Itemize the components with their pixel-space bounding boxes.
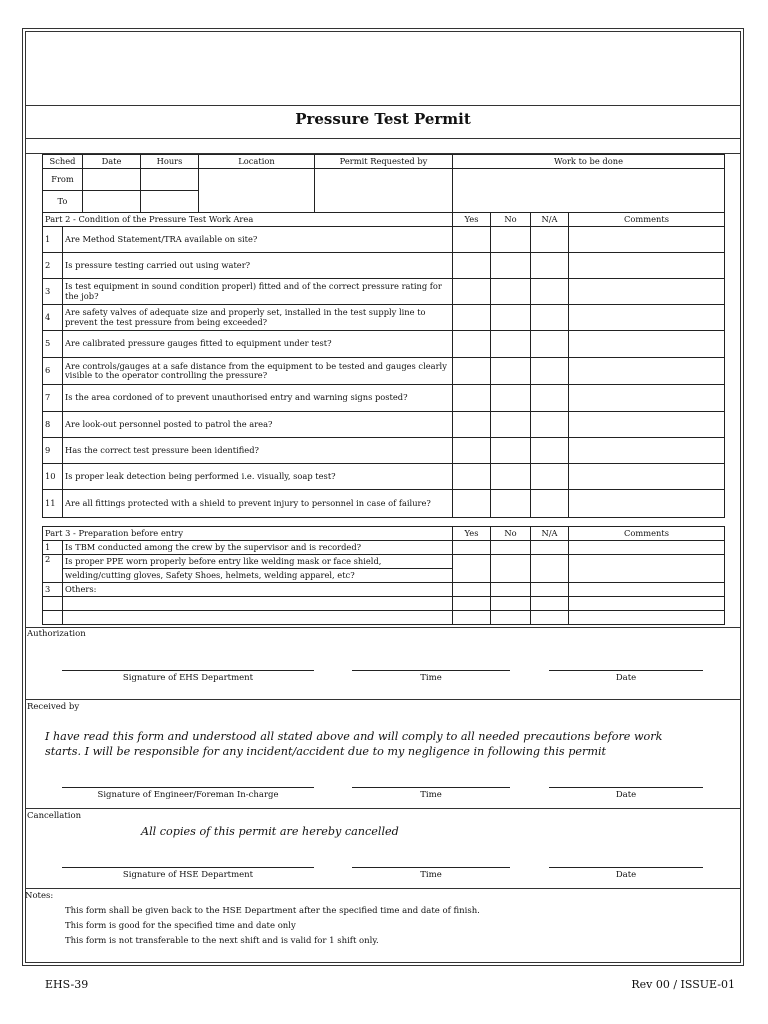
table-row xyxy=(43,358,725,385)
table-row xyxy=(43,331,725,358)
table-row xyxy=(43,253,725,279)
no-cell[interactable] xyxy=(491,438,531,464)
comments-cell[interactable] xyxy=(569,555,725,583)
table-row xyxy=(43,279,725,305)
from-hours-field[interactable] xyxy=(141,169,199,191)
divider xyxy=(25,888,741,889)
yes-cell[interactable] xyxy=(453,412,491,438)
date-caption: Date xyxy=(615,673,637,683)
divider xyxy=(25,105,741,106)
received-date-line[interactable] xyxy=(549,787,703,788)
revision-label: Rev 00 / ISSUE-01 xyxy=(631,978,735,991)
na-cell[interactable] xyxy=(531,583,569,597)
to-label: To xyxy=(43,191,83,213)
note-item: This form is not transferable to the next shift and is valid for 1 shift only. xyxy=(65,936,379,946)
no-cell[interactable] xyxy=(491,583,531,597)
location-header: Location xyxy=(199,155,315,169)
acknowledgement-text: I have read this form and understood all stated above and will comply to all needed precautions before work starts. I will be responsible for any incident/accident due to my negligence in following this permit xyxy=(45,730,663,758)
na-cell[interactable] xyxy=(531,227,569,253)
na-cell[interactable] xyxy=(531,541,569,555)
comments-cell[interactable] xyxy=(569,385,725,412)
no-cell[interactable] xyxy=(491,305,531,331)
authorization-label: Authorization xyxy=(27,629,86,639)
requested-by-field[interactable] xyxy=(315,169,453,213)
comments-cell[interactable] xyxy=(569,227,725,253)
yes-cell[interactable] xyxy=(453,358,491,385)
time-caption: Time xyxy=(420,673,442,683)
na-cell[interactable] xyxy=(531,412,569,438)
comments-header: Comments xyxy=(569,527,725,541)
table-row xyxy=(43,464,725,490)
comments-cell[interactable] xyxy=(569,358,725,385)
cancellation-date-line[interactable] xyxy=(549,867,703,868)
no-cell[interactable] xyxy=(491,358,531,385)
comments-cell[interactable] xyxy=(569,253,725,279)
na-cell[interactable] xyxy=(531,464,569,490)
item-number: 10 xyxy=(43,464,63,490)
item-text: welding/cutting gloves, Safety Shoes, helmets, welding apparel, etc? xyxy=(63,569,453,583)
na-cell[interactable] xyxy=(531,331,569,358)
table-row xyxy=(43,490,725,518)
table-row xyxy=(43,611,725,625)
no-cell[interactable] xyxy=(491,279,531,305)
yes-cell[interactable] xyxy=(453,555,491,583)
time-caption: Time xyxy=(420,790,442,800)
no-cell[interactable] xyxy=(491,412,531,438)
yes-header: Yes xyxy=(453,527,491,541)
yes-cell[interactable] xyxy=(453,253,491,279)
to-hours-field[interactable] xyxy=(141,191,199,213)
na-cell[interactable] xyxy=(531,305,569,331)
form-code: EHS-39 xyxy=(45,978,89,991)
no-cell[interactable] xyxy=(491,464,531,490)
engineer-signature-line[interactable] xyxy=(62,787,314,788)
item-text: Are safety valves of adequate size and properly set, installed in the test supply line to prevent the test pressure from being exceeded? xyxy=(63,305,453,331)
item-number: 1 xyxy=(43,541,63,555)
no-cell[interactable] xyxy=(491,227,531,253)
yes-cell[interactable] xyxy=(453,438,491,464)
part2-table xyxy=(42,212,725,518)
item-text: Is pressure testing carried out using water? xyxy=(63,253,453,279)
item-text: Are controls/gauges at a safe distance from the equipment to be tested and gauges clearly visible to the operator controlling the pressure? xyxy=(63,358,453,385)
item-text: Are all fittings protected with a shield to prevent injury to personnel in case of failure? xyxy=(63,490,453,518)
cancellation-label: Cancellation xyxy=(27,811,82,821)
to-date-field[interactable] xyxy=(83,191,141,213)
na-header: N/A xyxy=(531,527,569,541)
part3-table xyxy=(42,526,725,625)
na-cell[interactable] xyxy=(531,555,569,583)
na-header: N/A xyxy=(531,213,569,227)
na-cell[interactable] xyxy=(531,385,569,412)
engineer-signature-caption: Signature of Engineer/Foreman In-charge xyxy=(97,790,279,800)
na-cell[interactable] xyxy=(531,490,569,518)
yes-cell[interactable] xyxy=(453,227,491,253)
work-field[interactable] xyxy=(453,169,725,213)
item-number: 4 xyxy=(43,305,63,331)
divider xyxy=(25,138,741,139)
no-header: No xyxy=(491,527,531,541)
na-cell[interactable] xyxy=(531,358,569,385)
note-item: This form shall be given back to the HSE Department after the specified time and date of finish. xyxy=(65,906,480,916)
no-cell[interactable] xyxy=(491,490,531,518)
item-text: Is proper PPE worn properly before entry like welding mask or face shield, xyxy=(63,555,453,569)
notes-label: Notes: xyxy=(25,891,54,901)
table-row xyxy=(43,385,725,412)
ehs-signature-caption: Signature of EHS Department xyxy=(122,673,254,683)
item-text: Are calibrated pressure gauges fitted to equipment under test? xyxy=(63,331,453,358)
from-date-field[interactable] xyxy=(83,169,141,191)
na-cell[interactable] xyxy=(531,253,569,279)
authorization-time-line[interactable] xyxy=(352,670,510,671)
no-cell[interactable] xyxy=(491,385,531,412)
divider xyxy=(25,808,741,809)
item-number: 5 xyxy=(43,331,63,358)
authorization-date-line[interactable] xyxy=(549,670,703,671)
item-text: Are look-out personnel posted to patrol the area? xyxy=(63,412,453,438)
comments-cell[interactable] xyxy=(569,331,725,358)
table-row xyxy=(43,583,725,597)
hse-signature-line[interactable] xyxy=(62,867,314,868)
comments-cell[interactable] xyxy=(569,412,725,438)
yes-cell[interactable] xyxy=(453,541,491,555)
yes-cell[interactable] xyxy=(453,279,491,305)
na-cell[interactable] xyxy=(531,438,569,464)
no-cell[interactable] xyxy=(491,331,531,358)
item-number: 3 xyxy=(43,583,63,597)
item-text: Is the area cordoned of to prevent unauthorised entry and warning signs posted? xyxy=(63,385,453,412)
table-row xyxy=(43,555,725,569)
comments-cell[interactable] xyxy=(569,583,725,597)
comments-cell[interactable] xyxy=(569,438,725,464)
divider xyxy=(25,627,741,628)
work-header: Work to be done xyxy=(453,155,725,169)
item-number: 6 xyxy=(43,358,63,385)
yes-cell[interactable] xyxy=(453,583,491,597)
hours-header: Hours xyxy=(141,155,199,169)
item-number: 2 xyxy=(43,555,63,583)
item-number: 1 xyxy=(43,227,63,253)
requested-by-header: Permit Requested by xyxy=(315,155,453,169)
received-by-label: Received by xyxy=(27,702,80,712)
yes-header: Yes xyxy=(453,213,491,227)
item-text: Others: xyxy=(63,583,453,597)
item-number: 3 xyxy=(43,279,63,305)
location-field[interactable] xyxy=(199,169,315,213)
table-row xyxy=(43,541,725,555)
comments-cell[interactable] xyxy=(569,490,725,518)
item-text: Are Method Statement/TRA available on site? xyxy=(63,227,453,253)
comments-cell[interactable] xyxy=(569,305,725,331)
part2-title: Part 2 - Condition of the Pressure Test Work Area xyxy=(43,213,453,227)
yes-cell[interactable] xyxy=(453,385,491,412)
permit-header-table xyxy=(42,154,725,213)
cancellation-time-line[interactable] xyxy=(352,867,510,868)
item-number: 7 xyxy=(43,385,63,412)
table-row xyxy=(43,438,725,464)
sched-header: Sched xyxy=(43,155,83,169)
item-text: Is proper leak detection being performed i.e. visually, soap test? xyxy=(63,464,453,490)
no-cell[interactable] xyxy=(491,253,531,279)
cancellation-text: All copies of this permit are hereby cancelled xyxy=(141,825,399,838)
yes-cell[interactable] xyxy=(453,305,491,331)
item-number: 2 xyxy=(43,253,63,279)
item-number: 9 xyxy=(43,438,63,464)
table-row xyxy=(43,412,725,438)
from-label: From xyxy=(43,169,83,191)
yes-cell[interactable] xyxy=(453,490,491,518)
date-header: Date xyxy=(83,155,141,169)
ehs-signature-line[interactable] xyxy=(62,670,314,671)
table-row xyxy=(43,305,725,331)
item-text: Is TBM conducted among the crew by the supervisor and is recorded? xyxy=(63,541,453,555)
item-number: 8 xyxy=(43,412,63,438)
yes-cell[interactable] xyxy=(453,464,491,490)
others-field[interactable] xyxy=(63,597,453,611)
date-caption: Date xyxy=(615,870,637,880)
date-caption: Date xyxy=(615,790,637,800)
hse-signature-caption: Signature of HSE Department xyxy=(122,870,254,880)
comments-cell[interactable] xyxy=(569,279,725,305)
yes-cell[interactable] xyxy=(453,331,491,358)
item-text: Is test equipment in sound condition properl) fitted and of the correct pressure rating for the job? xyxy=(63,279,453,305)
item-text: Has the correct test pressure been identified? xyxy=(63,438,453,464)
part3-title: Part 3 - Preparation before entry xyxy=(43,527,453,541)
na-cell[interactable] xyxy=(531,279,569,305)
comments-header: Comments xyxy=(569,213,725,227)
no-header: No xyxy=(491,213,531,227)
item-number: 11 xyxy=(43,490,63,518)
comments-cell[interactable] xyxy=(569,464,725,490)
divider xyxy=(25,699,741,700)
comments-cell[interactable] xyxy=(569,541,725,555)
time-caption: Time xyxy=(420,870,442,880)
table-row xyxy=(43,227,725,253)
no-cell[interactable] xyxy=(491,555,531,583)
page-title: Pressure Test Permit xyxy=(295,110,471,128)
note-item: This form is good for the specified time and date only xyxy=(65,921,296,931)
no-cell[interactable] xyxy=(491,541,531,555)
others-field[interactable] xyxy=(63,611,453,625)
received-time-line[interactable] xyxy=(352,787,510,788)
table-row xyxy=(43,597,725,611)
